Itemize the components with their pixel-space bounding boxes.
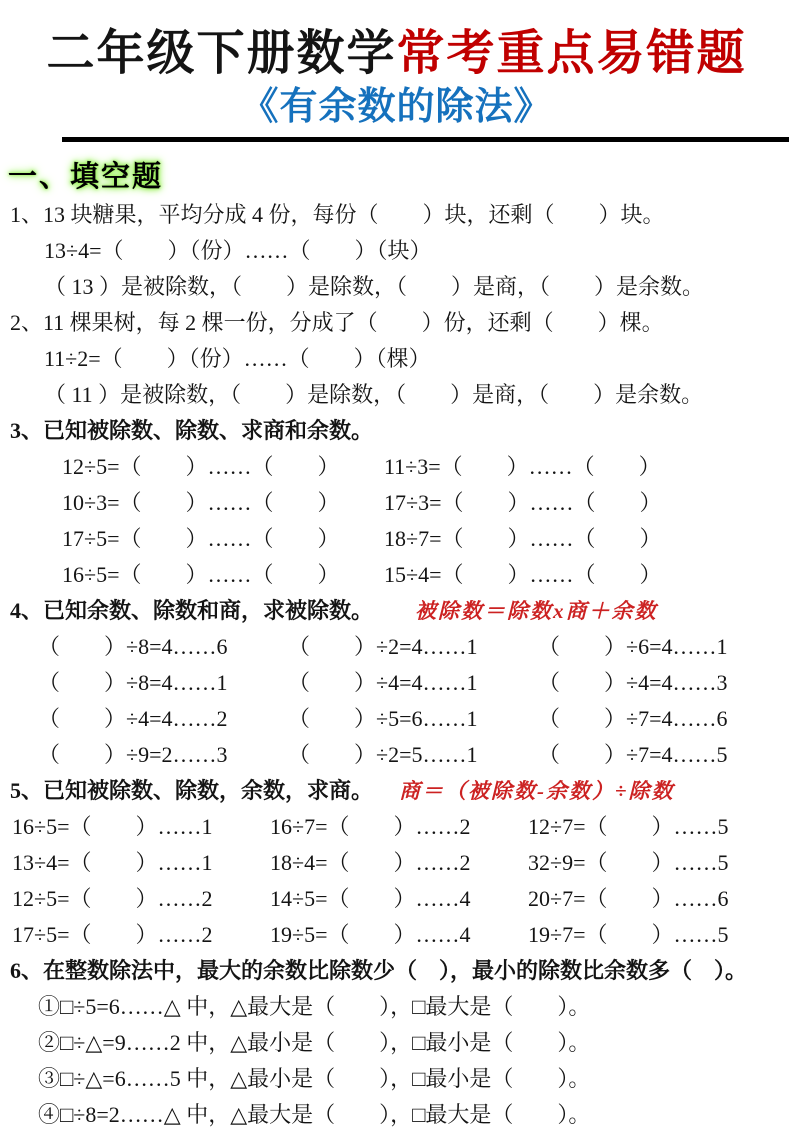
equation-blank: 19÷7=（ ）……5 [528,921,729,947]
question-6-item-4: ④□÷8=2……△ 中，△最大是（ ），□最大是（ ）。 [38,1101,591,1127]
equation-blank: （ ）÷4=4……3 [538,669,728,695]
question-4-heading-row [10,593,793,629]
question-2-equation: 11÷2=（ ）（份）……（ ）（棵） [44,345,431,371]
question-2-terms: （ 11 ）是被除数，（ ）是除数，（ ）是商，（ ）是余数。 [44,381,704,407]
question-6-item-1: ①□÷5=6……△ 中，△最大是（ ），□最大是（ ）。 [38,993,591,1019]
equation-blank: （ ）÷7=4……6 [538,705,728,731]
page-subtitle: 《有余数的除法》 [240,86,553,128]
equation-blank: 19÷5=（ ）……4 [270,921,471,947]
equation-blank: 13÷4=（ ）……1 [12,849,213,875]
equation-blank: （ ）÷4=4……2 [38,705,228,731]
question-4-row [38,701,793,737]
question-5-row [12,845,793,881]
equation-blank: 15÷4=（ ）……（ ） [384,561,662,587]
question-4-row [38,737,793,773]
equation-blank: 32÷9=（ ）……5 [528,849,729,875]
equation-blank: （ ）÷8=4……6 [38,633,228,659]
question-1-statement: 1、13 块糖果，平均分成 4 份，每份（ ）块，还剩（ ）块。 [10,201,665,227]
question-1-equation: 13÷4=（ ）（份）……（ ）（块） [44,237,432,263]
equation-blank: （ ）÷7=4……5 [538,741,728,767]
question-6-item-2: ②□÷△=9……2 中，△最小是（ ），□最小是（ ）。 [38,1029,591,1055]
equation-blank: 12÷7=（ ）……5 [528,813,729,839]
question-5-formula-note: 商＝（被除数-余数）÷除数 [399,778,675,803]
equation-blank: 16÷7=（ ）……2 [270,813,471,839]
equation-blank: （ ）÷2=5……1 [288,741,478,767]
question-5-heading-row [10,773,793,809]
question-1 [0,197,793,305]
equation-blank: 18÷7=（ ）……（ ） [384,525,662,551]
question-5-row [12,809,793,845]
equation-blank: 17÷3=（ ）……（ ） [384,489,662,515]
question-5-row [12,881,793,917]
equation-blank: 10÷3=（ ）……（ ） [62,489,340,515]
question-6-item-3: ③□÷△=6……5 中，△最小是（ ），□最小是（ ）。 [38,1065,591,1091]
question-6-heading: 6、在整数除法中，最大的余数比除数少（ ），最小的除数比余数多（ ）。 [10,957,748,983]
equation-blank: 16÷5=（ ）……（ ） [62,561,340,587]
equation-blank: （ ）÷4=4……1 [288,669,478,695]
equation-blank: （ ）÷6=4……1 [538,633,728,659]
question-1-terms: （ 13 ）是被除数，（ ）是除数，（ ）是商，（ ）是余数。 [44,273,705,299]
equation-blank: 17÷5=（ ）……（ ） [62,525,340,551]
question-4-formula-note: 被除数＝除数x商＋余数 [415,598,658,623]
question-4 [0,593,793,773]
question-2-statement: 2、11 棵果树，每 2 棵一份，分成了（ ）份，还剩（ ）棵。 [10,309,664,335]
question-3 [0,413,793,593]
page-title [0,24,793,84]
equation-blank: 14÷5=（ ）……4 [270,885,471,911]
question-4-row [38,665,793,701]
question-3-row [62,557,793,593]
equation-blank: （ ）÷9=2……3 [38,741,228,767]
question-5-heading: 5、已知被除数、除数，余数，求商。 [10,777,374,803]
title-topic-part: 常考重点易错题 [396,27,747,80]
question-6 [0,953,793,1133]
equation-blank: 18÷4=（ ）……2 [270,849,471,875]
equation-blank: （ ）÷2=4……1 [288,633,478,659]
question-2 [0,305,793,413]
question-4-row [38,629,793,665]
title-grade-part: 二年级下册数学 [46,27,397,80]
equation-blank: 12÷5=（ ）……2 [12,885,213,911]
question-4-heading: 4、已知余数、除数和商，求被除数。 [10,597,374,623]
question-5-row [12,917,793,953]
equation-blank: 20÷7=（ ）……6 [528,885,729,911]
question-3-row [62,485,793,521]
equation-blank: （ ）÷8=4……1 [38,669,228,695]
equation-blank: 11÷3=（ ）……（ ） [384,453,661,479]
equation-blank: （ ）÷5=6……1 [288,705,478,731]
question-5 [0,773,793,953]
equation-blank: 16÷5=（ ）……1 [12,813,213,839]
question-3-heading: 3、已知被除数、除数、求商和余数。 [10,417,374,443]
section-heading-fill-in-blanks: 一、填空题 [8,160,164,193]
question-3-row [62,521,793,557]
worksheet-page [0,24,793,1146]
question-3-row [62,449,793,485]
double-divider [62,137,789,142]
equation-blank: 12÷5=（ ）……（ ） [62,453,340,479]
equation-blank: 17÷5=（ ）……2 [12,921,213,947]
